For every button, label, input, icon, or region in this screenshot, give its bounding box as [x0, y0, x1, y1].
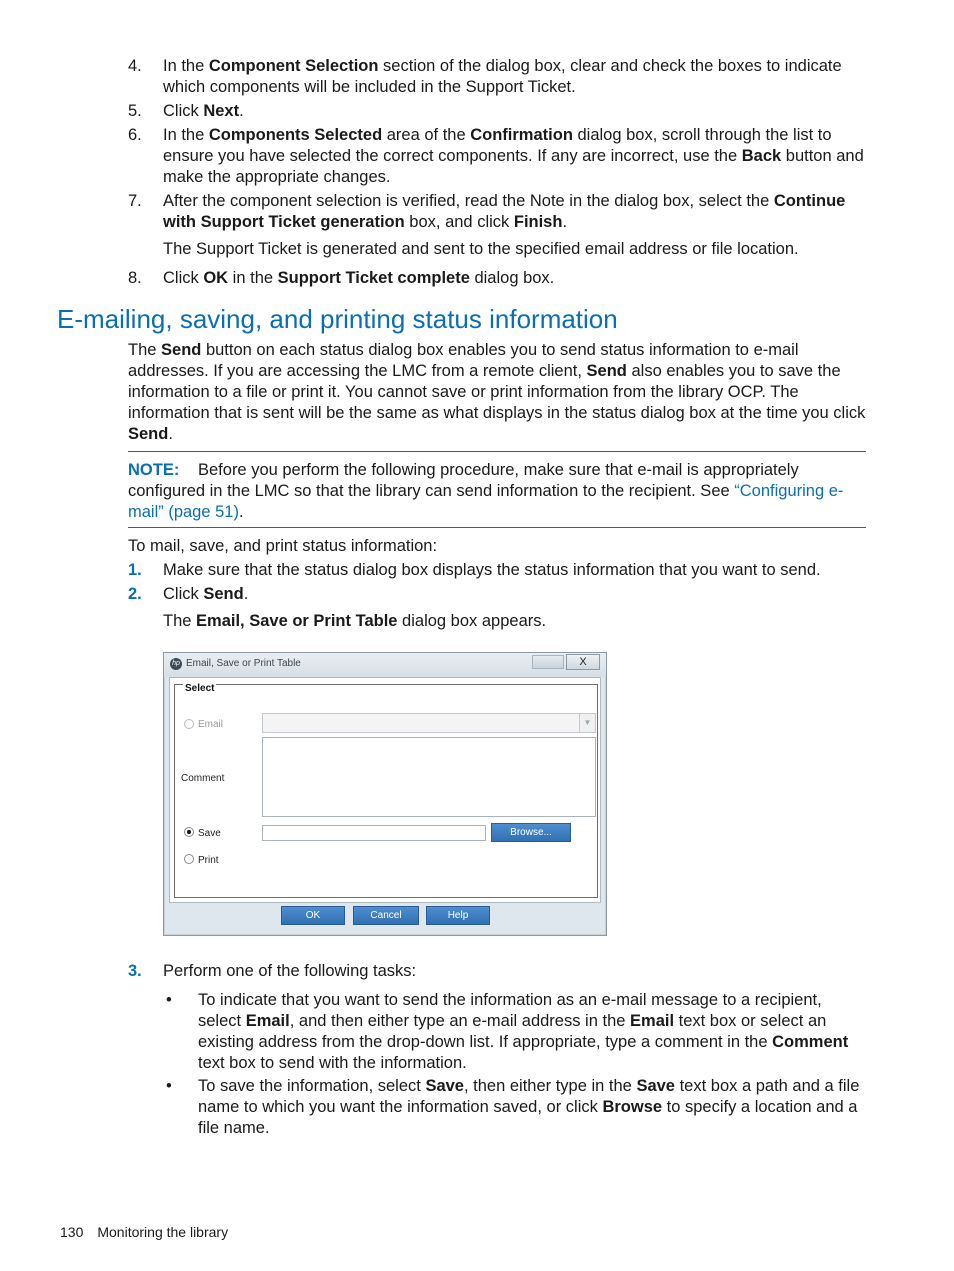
- browse-button[interactable]: Browse...: [491, 823, 571, 842]
- comment-textarea[interactable]: [262, 737, 596, 817]
- step-number: 7.: [128, 192, 142, 210]
- step-number: 8.: [128, 269, 142, 287]
- bullet-text: To save the information, select Save, then either type in the Save text box a path and a file name to which you want the information saved, or click Browse to specify a location and a file name.: [198, 1077, 860, 1137]
- section-heading: E-mailing, saving, and printing status information: [57, 304, 618, 334]
- emphasis-term: Component Selection: [208, 57, 379, 75]
- step-text: Make sure that the status dialog box displays the status information that you want to send.: [163, 561, 821, 579]
- save-path-input[interactable]: [262, 825, 486, 841]
- step-text: Click Send.: [163, 585, 249, 603]
- emphasis-term: Finish: [513, 213, 563, 231]
- intro-paragraph: The Send button on each status dialog box enables you to send status information to e-mail addresses. If you are accessing the LMC from a remote client, Send also enables you to save the information to a file or print it. You cannot save or print information from the library OCP. The information that is sent will be the same as what displays in the status dialog box at the time you click Send.: [128, 341, 866, 443]
- note-rule-top: [128, 451, 866, 452]
- bullet-icon: •: [166, 1077, 172, 1095]
- dialog-body: [169, 677, 601, 903]
- emphasis-term: Browse: [602, 1098, 663, 1116]
- page-number: 130: [60, 1224, 84, 1240]
- emphasis-term: Send: [203, 585, 244, 603]
- print-radio[interactable]: [184, 854, 194, 864]
- emphasis-term: Send: [161, 341, 202, 359]
- page-footer: [60, 1222, 228, 1243]
- step-number: 3.: [128, 962, 142, 980]
- hp-logo-icon: hp: [170, 658, 182, 670]
- bullet-text: To indicate that you want to send the information as an e-mail message to a recipient, select Email, and then either type an e-mail address in the Email text box or select an existing address from the drop-down list. If appropriate, type a comment in the Comment text box to send with the information.: [198, 991, 849, 1072]
- step-text: Click OK in the Support Ticket complete dialog box.: [163, 269, 555, 287]
- step-result-text: The Email, Save or Print Table dialog box appears.: [163, 612, 547, 630]
- dialog-titlebar[interactable]: [164, 653, 606, 677]
- step-text: After the component selection is verified, read the Note in the dialog box, select the Continue with Support Ticket generation box, and click Finish.: [163, 192, 846, 231]
- email-combo[interactable]: [262, 713, 596, 733]
- note-text: Before you perform the following procedure, make sure that e-mail is appropriately configured in the LMC so that the library can send information to the recipient. See: [128, 461, 799, 500]
- minimize-maximize-button[interactable]: [532, 655, 564, 669]
- note-box: [128, 460, 866, 523]
- close-button[interactable]: X: [566, 654, 600, 670]
- comment-label: Comment: [181, 773, 225, 784]
- bullet-icon: •: [166, 991, 172, 1009]
- note-rule-bottom: [128, 527, 866, 528]
- help-button[interactable]: Help: [426, 906, 490, 925]
- emphasis-term: Send: [586, 362, 627, 380]
- emphasis-term: Send: [128, 425, 169, 443]
- emphasis-term: Save: [636, 1077, 675, 1095]
- print-label: Print: [198, 855, 219, 866]
- footer-section: Monitoring the library: [97, 1224, 229, 1240]
- email-radio[interactable]: [184, 719, 194, 729]
- email-save-print-dialog: [163, 652, 607, 936]
- emphasis-term: Email, Save or Print Table: [196, 612, 398, 630]
- step-text: In the Components Selected area of the Confirmation dialog box, scroll through the list to ensure you have selected the correct components. If any are incorrect, use the Back button and make the appropriate changes.: [163, 126, 864, 186]
- ok-button[interactable]: OK: [281, 906, 345, 925]
- note-end: .: [238, 503, 244, 521]
- dialog-title: Email, Save or Print Table: [186, 658, 301, 669]
- step-text: Perform one of the following tasks:: [163, 962, 417, 980]
- emphasis-term: Email: [245, 1012, 290, 1030]
- emphasis-term: Support Ticket complete: [277, 269, 470, 287]
- chevron-down-icon[interactable]: ▼: [579, 714, 595, 732]
- emphasis-term: Next: [203, 102, 240, 120]
- step-text: Click Next.: [163, 102, 244, 120]
- step-number: 1.: [128, 561, 142, 579]
- step-text: In the Component Selection section of the dialog box, clear and check the boxes to indicate which components will be included in the Support Ticket.: [163, 57, 842, 96]
- emphasis-term: Back: [741, 147, 782, 165]
- configuring-email-link[interactable]: “Configuring e-mail” (page 51): [128, 482, 844, 521]
- cancel-button[interactable]: Cancel: [353, 906, 419, 925]
- save-radio[interactable]: [184, 827, 194, 837]
- save-label: Save: [198, 828, 221, 839]
- emphasis-term: Save: [425, 1077, 464, 1095]
- step-number: 6.: [128, 126, 142, 144]
- emphasis-term: Components Selected: [208, 126, 383, 144]
- emphasis-term: Comment: [772, 1033, 849, 1051]
- select-group: [174, 684, 598, 898]
- emphasis-term: Continue with Support Ticket generation: [163, 192, 846, 231]
- step-result-text: The Support Ticket is generated and sent to the specified email address or file location.: [163, 240, 799, 258]
- step-number: 5.: [128, 102, 142, 120]
- procedure-lead: To mail, save, and print status information:: [128, 537, 438, 555]
- emphasis-term: OK: [203, 269, 229, 287]
- select-group-label: Select: [185, 683, 215, 694]
- step-number: 4.: [128, 57, 142, 75]
- emphasis-term: Email: [630, 1012, 675, 1030]
- note-label: NOTE:: [128, 461, 180, 479]
- emphasis-term: Confirmation: [470, 126, 573, 144]
- step-number: 2.: [128, 585, 142, 603]
- email-label: Email: [198, 719, 224, 730]
